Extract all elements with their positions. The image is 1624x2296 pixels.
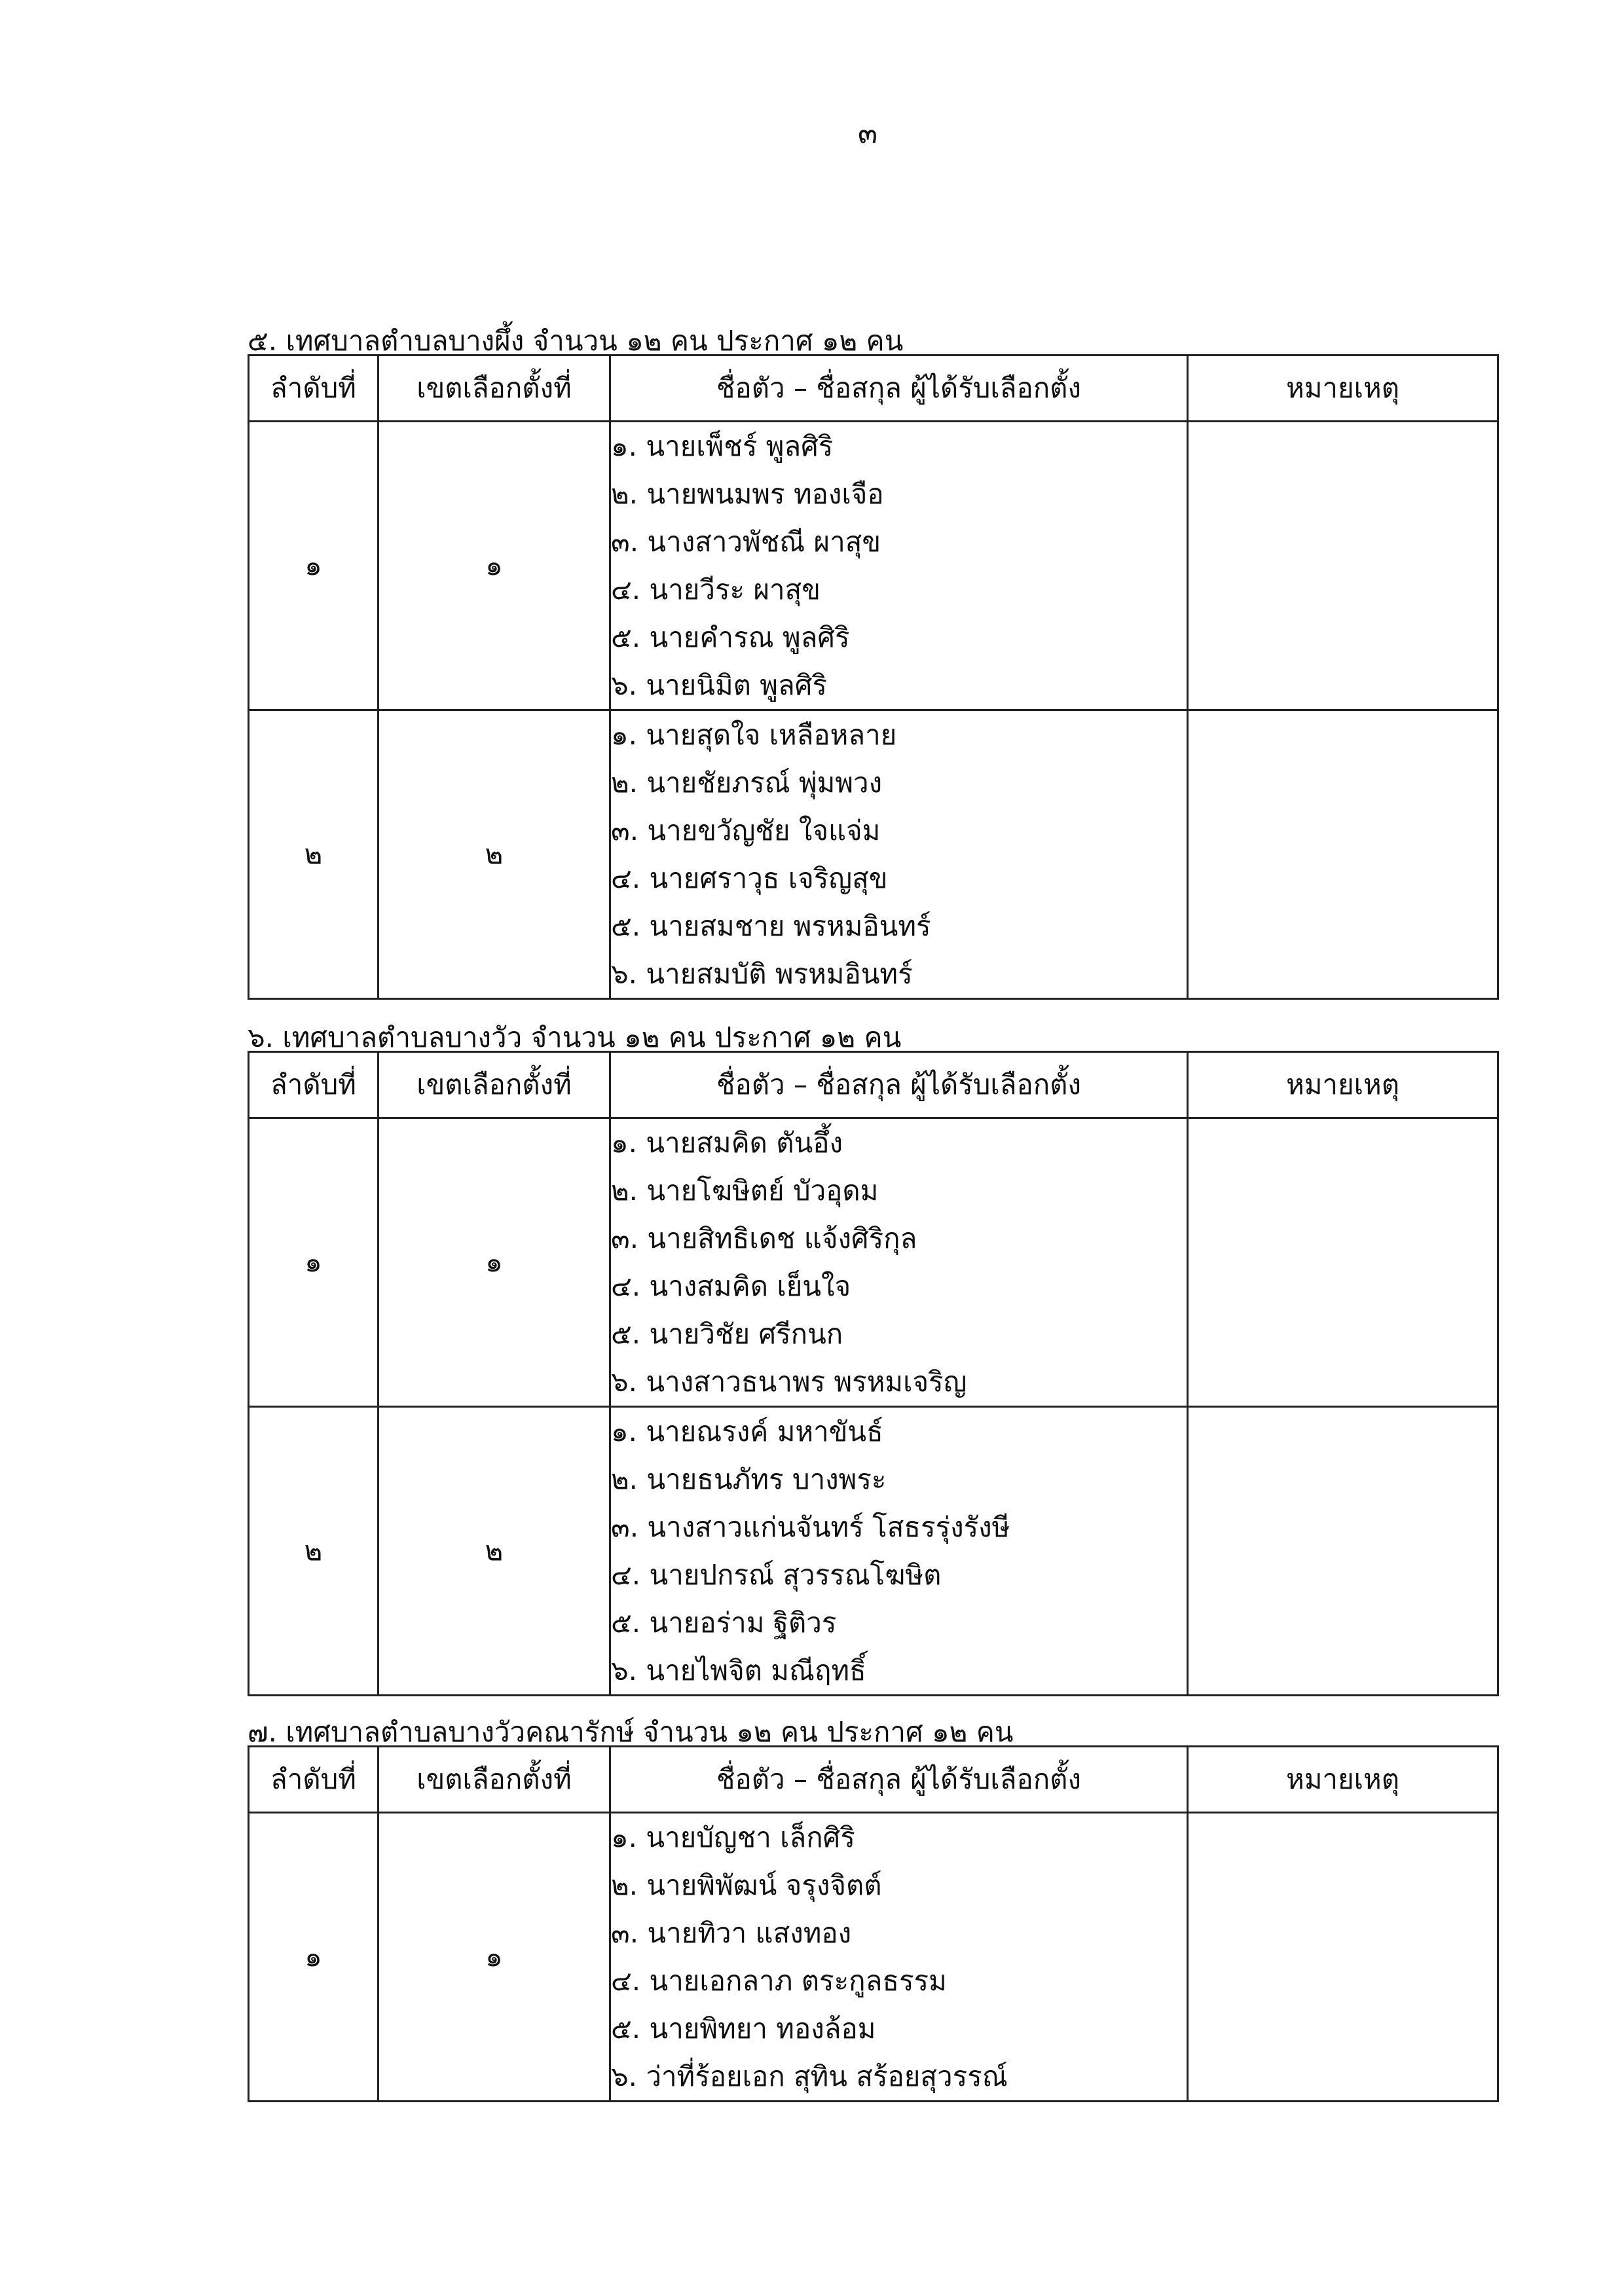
table-row	[249, 422, 1498, 710]
section-title: ๕. เทศบาลตำบลบางผึ้ง จำนวน ๑๒ คน ประกาศ ๑๒ คน	[248, 325, 904, 357]
order-cell: ๒	[249, 710, 378, 999]
member-name: ๕. นายวิชัย ศรีกนก	[611, 1318, 843, 1350]
member-name: ๑. นายบัญชา เล็กศิริ	[611, 1821, 855, 1853]
header-remark: หมายเหตุ	[1188, 1747, 1498, 1813]
member-name: ๕. นายสมชาย พรหมอินทร์	[611, 910, 931, 942]
member-name: ๔. นายศราวุธ เจริญสุข	[611, 862, 888, 894]
member-name: ๓. นางสาวแก่นจันทร์ โสธรรุ่งรังษี	[611, 1511, 1010, 1543]
district-cell: ๒	[378, 710, 610, 999]
member-name: ๓. นายขวัญชัย ใจแจ่ม	[611, 814, 881, 847]
header-district: เขตเลือกตั้งที่	[378, 1747, 610, 1813]
member-name: ๑. นายณรงค์ มหาขันธ์	[611, 1415, 883, 1448]
header-remark: หมายเหตุ	[1188, 1052, 1498, 1118]
district-cell: ๑	[378, 422, 610, 710]
header-district: เขตเลือกตั้งที่	[378, 1052, 610, 1118]
remark-cell	[1188, 1407, 1498, 1696]
section-title: ๗. เทศบาลตำบลบางวัวคณารักษ์ จำนวน ๑๒ คน ประกาศ ๑๒ คน	[248, 1716, 1014, 1748]
header-names: ชื่อตัว – ชื่อสกุล ผู้ได้รับเลือกตั้ง	[610, 355, 1188, 422]
member-name: ๔. นายปกรณ์ สุวรรณโฆษิต	[611, 1559, 942, 1591]
member-name: ๖. นางสาวธนาพร พรหมเจริญ	[611, 1366, 967, 1398]
election-table	[248, 354, 1499, 1000]
member-name: ๔. นางสมคิด เย็นใจ	[611, 1270, 851, 1302]
order-cell: ๑	[249, 1813, 378, 2102]
member-name: ๔. นายเอกลาภ ตระกูลธรรม	[611, 1965, 947, 1997]
table-header-row	[249, 355, 1498, 422]
order-cell: ๒	[249, 1407, 378, 1696]
member-name: ๖. นายไพจิต มณีฤทธิ์	[611, 1654, 866, 1686]
names-cell	[610, 1118, 1188, 1407]
district-cell: ๒	[378, 1407, 610, 1696]
names-cell	[610, 1407, 1188, 1696]
member-name: ๒. นายโฆษิตย์ บัวอุดม	[611, 1175, 879, 1207]
section-title: ๖. เทศบาลตำบลบางวัว จำนวน ๑๒ คน ประกาศ ๑๒ คน	[248, 1021, 902, 1053]
member-name: ๓. นายทิวา แสงทอง	[611, 1917, 852, 1949]
member-name: ๖. นายนิมิต พูลศิริ	[611, 669, 827, 701]
member-name: ๖. นายสมบัติ พรหมอินทร์	[611, 958, 913, 990]
member-name: ๔. นายวีระ ผาสุข	[611, 574, 821, 606]
table-row	[249, 1118, 1498, 1407]
page-number: ๓	[858, 117, 878, 150]
member-name: ๕. นายอร่าม ฐิติวร	[611, 1607, 837, 1639]
member-name: ๓. นายสิทธิเดช แจ้งศิริกุล	[611, 1222, 917, 1254]
table-row	[249, 1407, 1498, 1696]
district-cell: ๑	[378, 1118, 610, 1407]
header-names: ชื่อตัว – ชื่อสกุล ผู้ได้รับเลือกตั้ง	[610, 1747, 1188, 1813]
member-name: ๕. นายคำรณ พูลศิริ	[611, 621, 850, 653]
district-cell: ๑	[378, 1813, 610, 2102]
header-district: เขตเลือกตั้งที่	[378, 355, 610, 422]
member-name: ๕. นายพิทยา ทองล้อม	[611, 2013, 876, 2045]
table-row	[249, 1813, 1498, 2102]
names-cell	[610, 422, 1188, 710]
member-name: ๒. นายพนมพร ทองเจือ	[611, 478, 884, 510]
table-header-row	[249, 1052, 1498, 1118]
header-order: ลำดับที่	[249, 355, 378, 422]
remark-cell	[1188, 1118, 1498, 1407]
header-order: ลำดับที่	[249, 1052, 378, 1118]
member-name: ๑. นายสุดใจ เหลือหลาย	[611, 719, 897, 751]
election-table	[248, 1051, 1499, 1696]
remark-cell	[1188, 1813, 1498, 2102]
member-name: ๒. นายชัยภรณ์ พุ่มพวง	[611, 767, 883, 799]
member-name: ๖. ว่าที่ร้อยเอก สุทิน สร้อยสุวรรณ์	[611, 2060, 1008, 2092]
remark-cell	[1188, 422, 1498, 710]
order-cell: ๑	[249, 1118, 378, 1407]
header-names: ชื่อตัว – ชื่อสกุล ผู้ได้รับเลือกตั้ง	[610, 1052, 1188, 1118]
names-cell	[610, 710, 1188, 999]
member-name: ๓. นางสาวพัชณี ผาสุข	[611, 526, 881, 558]
remark-cell	[1188, 710, 1498, 999]
names-cell	[610, 1813, 1188, 2102]
member-name: ๒. นายธนภัทร บางพระ	[611, 1463, 887, 1495]
table-row	[249, 710, 1498, 999]
header-order: ลำดับที่	[249, 1747, 378, 1813]
election-table	[248, 1745, 1499, 2102]
order-cell: ๑	[249, 422, 378, 710]
table-header-row	[249, 1747, 1498, 1813]
member-name: ๑. นายเพ็ชร์ พูลศิริ	[611, 430, 834, 462]
member-name: ๒. นายพิพัฒน์ จรุงจิตต์	[611, 1869, 882, 1901]
header-remark: หมายเหตุ	[1188, 355, 1498, 422]
member-name: ๑. นายสมคิด ตันอึ้ง	[611, 1127, 843, 1159]
